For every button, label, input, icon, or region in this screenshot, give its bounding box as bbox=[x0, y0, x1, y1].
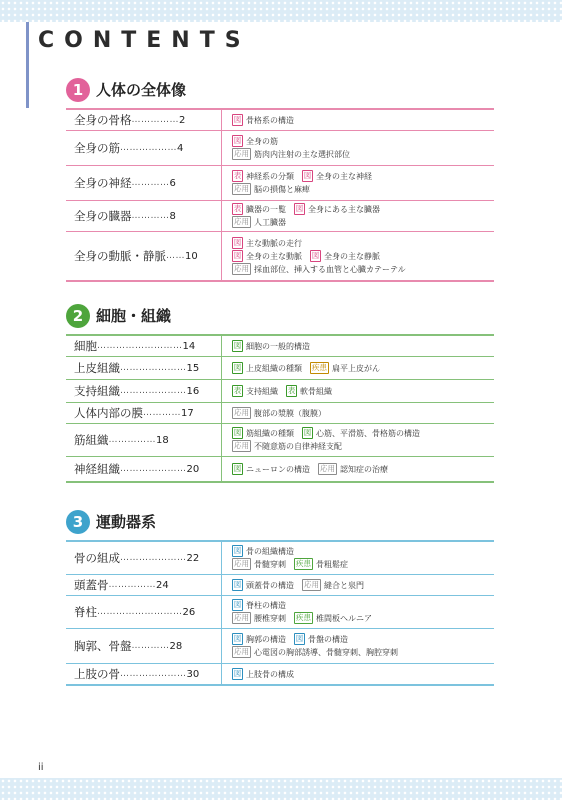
entry-topics bbox=[222, 596, 494, 628]
entry-page-number: 26 bbox=[182, 606, 196, 618]
entry-title: 全身の神経 bbox=[74, 176, 132, 190]
topic-line bbox=[232, 579, 494, 592]
section-title: 細胞・組織 bbox=[96, 307, 172, 325]
topic-text: 不随意筋の自律神経支配 bbox=[254, 442, 342, 451]
entry-title: 全身の骨格 bbox=[74, 113, 132, 127]
tag-zu: 図 bbox=[233, 114, 242, 124]
toc-entry bbox=[66, 166, 222, 200]
toc-row[interactable] bbox=[66, 575, 494, 596]
tag-zu: 図 bbox=[233, 546, 242, 555]
leader-dots: …………… bbox=[108, 580, 156, 590]
leader-dots: ……………………… bbox=[97, 341, 183, 351]
leader-dots: ………… bbox=[131, 178, 170, 188]
entry-page-number: 6 bbox=[169, 177, 176, 189]
topic-line bbox=[232, 237, 494, 250]
topic-line bbox=[232, 646, 494, 659]
topic-text: 全身の主な動脈 bbox=[246, 251, 302, 261]
tag-zu: 図 bbox=[233, 600, 242, 609]
topic-line bbox=[232, 407, 494, 420]
toc-entry bbox=[66, 457, 222, 481]
entry-topics bbox=[222, 664, 494, 684]
entry-page-number: 8 bbox=[169, 210, 176, 222]
entry-page-number: 22 bbox=[186, 552, 200, 564]
topic-line bbox=[232, 362, 494, 375]
tag-zu: 図 bbox=[303, 171, 312, 180]
tag-oyo: 応用 bbox=[234, 559, 249, 568]
title-accent-bar bbox=[26, 22, 29, 108]
leader-dots: …………… bbox=[131, 115, 179, 125]
toc-row[interactable] bbox=[66, 457, 494, 483]
tag-zu: 図 bbox=[303, 428, 312, 437]
section-rows bbox=[66, 108, 494, 282]
topic-text: 認知症の治療 bbox=[340, 464, 388, 474]
section-number-badge: 2 bbox=[66, 304, 90, 328]
topic-text: 胸郭の構造 bbox=[246, 635, 286, 644]
tag-zu: 図 bbox=[233, 668, 242, 678]
tag-zu: 図 bbox=[295, 204, 304, 213]
topic-text: 縫合と泉門 bbox=[324, 580, 364, 590]
topic-text: 腰椎穿刺 bbox=[254, 614, 286, 623]
toc-row[interactable] bbox=[66, 629, 494, 664]
entry-topics bbox=[222, 542, 494, 574]
tag-zu: 図 bbox=[311, 250, 320, 260]
section-number-badge: 1 bbox=[66, 78, 90, 102]
tag-hyo: 表 bbox=[287, 385, 296, 395]
entry-topics bbox=[222, 403, 494, 423]
topic-text: 採血部位、挿入する血管と心臓カテーテル bbox=[254, 264, 406, 274]
tag-zu: 図 bbox=[233, 428, 242, 437]
leader-dots: ………… bbox=[143, 408, 181, 418]
toc-entry bbox=[66, 131, 222, 165]
entry-page-number: 4 bbox=[177, 142, 184, 154]
topic-text: 骨格系の構造 bbox=[246, 115, 294, 125]
entry-page-number: 18 bbox=[156, 434, 169, 446]
topic-text: 椎間板ヘルニア bbox=[316, 614, 372, 623]
topic-text: 脊柱の構造 bbox=[246, 601, 286, 610]
topic-text: 頭蓋骨の構造 bbox=[246, 580, 294, 590]
entry-topics bbox=[222, 380, 494, 402]
toc-row[interactable] bbox=[66, 110, 494, 131]
tag-zu: 図 bbox=[233, 237, 242, 247]
section-3 bbox=[66, 508, 494, 686]
topic-line bbox=[232, 216, 494, 229]
toc-entry bbox=[66, 232, 222, 280]
toc-row[interactable] bbox=[66, 232, 494, 282]
section-rows bbox=[66, 540, 494, 686]
topic-text: 全身の主な神経 bbox=[316, 172, 372, 181]
topic-line bbox=[232, 427, 494, 440]
toc-entry bbox=[66, 201, 222, 231]
topic-text: 細胞の一般的構造 bbox=[246, 341, 310, 351]
toc-entry bbox=[66, 629, 222, 663]
toc-entry bbox=[66, 110, 222, 130]
topic-line bbox=[232, 148, 494, 161]
entry-topics bbox=[222, 575, 494, 595]
entry-page-number: 16 bbox=[186, 385, 200, 397]
leader-dots: ………………… bbox=[120, 386, 187, 396]
topic-text: 脳の損傷と麻痺 bbox=[254, 185, 310, 194]
entry-title: 人体内部の膜 bbox=[74, 406, 143, 420]
topic-text: 上皮組織の種類 bbox=[246, 363, 302, 373]
entry-title: 頭蓋骨 bbox=[74, 578, 109, 592]
entry-page-number: 17 bbox=[181, 407, 194, 419]
tag-hyo: 表 bbox=[233, 171, 242, 180]
tag-zu: 図 bbox=[295, 634, 304, 643]
topic-line bbox=[232, 250, 494, 263]
topic-line bbox=[232, 114, 494, 127]
entry-title: 全身の動脈・静脈 bbox=[74, 249, 166, 263]
tag-shikkan: 疾患 bbox=[312, 362, 327, 372]
page-number: ii bbox=[38, 762, 44, 773]
topic-text: 骨髄穿刺 bbox=[254, 560, 286, 569]
topic-line bbox=[232, 558, 494, 571]
entry-topics bbox=[222, 110, 494, 130]
entry-page-number: 24 bbox=[156, 579, 169, 591]
leader-dots: …………… bbox=[108, 435, 156, 445]
topic-text: 筋組織の種類 bbox=[246, 429, 294, 438]
topic-line bbox=[232, 463, 494, 476]
tag-oyo: 応用 bbox=[234, 613, 249, 622]
toc-entry bbox=[66, 542, 222, 574]
section-header bbox=[66, 508, 494, 540]
toc-row[interactable] bbox=[66, 542, 494, 575]
tag-oyo: 応用 bbox=[234, 441, 249, 450]
leader-dots: …… bbox=[166, 251, 185, 261]
section-rows bbox=[66, 334, 494, 483]
entry-topics bbox=[222, 232, 494, 280]
entry-title: 支持組織 bbox=[74, 384, 120, 398]
entry-topics bbox=[222, 424, 494, 456]
entry-page-number: 14 bbox=[182, 340, 196, 352]
leader-dots: ………………… bbox=[120, 464, 187, 474]
toc-row[interactable] bbox=[66, 131, 494, 166]
toc-entry bbox=[66, 357, 222, 379]
tag-zu: 図 bbox=[233, 463, 242, 473]
toc-entry bbox=[66, 596, 222, 628]
topic-line bbox=[232, 135, 494, 148]
section-number-badge: 3 bbox=[66, 510, 90, 534]
topic-line bbox=[232, 545, 494, 558]
topic-text: 全身の筋 bbox=[246, 137, 278, 146]
section-title: 人体の全体像 bbox=[96, 81, 187, 99]
entry-topics bbox=[222, 457, 494, 481]
toc-entry bbox=[66, 403, 222, 423]
leader-dots: ……………………… bbox=[97, 607, 183, 617]
tag-oyo: 応用 bbox=[320, 463, 335, 473]
entry-topics bbox=[222, 357, 494, 379]
tag-oyo: 応用 bbox=[234, 217, 249, 226]
top-decorative-band bbox=[0, 0, 562, 22]
leader-dots: ………………… bbox=[120, 669, 187, 679]
tag-zu: 図 bbox=[233, 634, 242, 643]
toc-entry bbox=[66, 664, 222, 684]
entry-page-number: 2 bbox=[179, 114, 186, 126]
tag-zu: 図 bbox=[233, 579, 242, 589]
entry-page-number: 20 bbox=[186, 463, 200, 475]
section-header bbox=[66, 302, 494, 334]
tag-zu: 図 bbox=[233, 250, 242, 260]
toc-row[interactable] bbox=[66, 596, 494, 629]
topic-text: 神経系の分類 bbox=[246, 172, 294, 181]
section-header bbox=[66, 76, 494, 108]
entry-title: 骨の組成 bbox=[74, 551, 120, 565]
toc-row[interactable] bbox=[66, 380, 494, 403]
entry-topics bbox=[222, 166, 494, 200]
topic-text: 扁平上皮がん bbox=[332, 363, 380, 373]
tag-zu: 図 bbox=[233, 340, 242, 350]
topic-text: 骨の組織構造 bbox=[246, 547, 294, 556]
entry-title: 細胞 bbox=[74, 339, 97, 353]
section-2 bbox=[66, 302, 494, 483]
entry-title: 全身の筋 bbox=[74, 141, 120, 155]
tag-shikkan: 疾患 bbox=[296, 613, 311, 622]
entry-title: 胸郭、骨盤 bbox=[74, 639, 132, 653]
entry-page-number: 28 bbox=[169, 640, 183, 652]
topic-line bbox=[232, 599, 494, 612]
leader-dots: ……………… bbox=[120, 143, 177, 153]
entry-title: 神経組織 bbox=[74, 462, 120, 476]
topic-line bbox=[232, 668, 494, 681]
tag-oyo: 応用 bbox=[234, 149, 249, 158]
topic-line bbox=[232, 633, 494, 646]
tag-zu: 図 bbox=[233, 136, 242, 145]
tag-hyo: 表 bbox=[233, 385, 242, 395]
entry-page-number: 10 bbox=[185, 250, 198, 262]
topic-text: 主な動脈の走行 bbox=[246, 238, 302, 248]
topic-text: 腹部の漿膜（腹膜） bbox=[254, 408, 326, 418]
topic-line bbox=[232, 203, 494, 216]
tag-oyo: 応用 bbox=[304, 579, 319, 589]
toc-row[interactable] bbox=[66, 357, 494, 380]
tag-hyo: 表 bbox=[233, 204, 242, 213]
tag-zu: 図 bbox=[233, 362, 242, 372]
leader-dots: ………… bbox=[131, 211, 170, 221]
tag-shikkan: 疾患 bbox=[296, 559, 311, 568]
toc-entry bbox=[66, 380, 222, 402]
topic-line bbox=[232, 170, 494, 183]
topic-text: 全身の主な静脈 bbox=[324, 251, 380, 261]
section-title: 運動器系 bbox=[96, 513, 157, 531]
toc-entry bbox=[66, 575, 222, 595]
topic-text: 支持組織 bbox=[246, 386, 278, 396]
entry-page-number: 15 bbox=[186, 362, 200, 374]
topic-line bbox=[232, 440, 494, 453]
entry-topics bbox=[222, 201, 494, 231]
leader-dots: ………… bbox=[131, 641, 170, 651]
topic-text: ニューロンの構造 bbox=[246, 464, 310, 474]
toc-row[interactable] bbox=[66, 424, 494, 457]
entry-topics bbox=[222, 131, 494, 165]
toc-entry bbox=[66, 424, 222, 456]
topic-text: 骨粗鬆症 bbox=[316, 560, 348, 569]
topic-text: 筋肉内注射の主な選択部位 bbox=[254, 150, 350, 159]
topic-text: 心電図の胸部誘導、骨髄穿刺、胸腔穿刺 bbox=[254, 648, 398, 657]
entry-title: 筋組織 bbox=[74, 433, 109, 447]
leader-dots: ………………… bbox=[120, 363, 187, 373]
entry-title: 上皮組織 bbox=[74, 361, 120, 375]
topic-text: 上肢骨の構成 bbox=[246, 669, 294, 679]
topic-line bbox=[232, 612, 494, 625]
entry-title: 上肢の骨 bbox=[74, 667, 120, 681]
topic-text: 臓器の一覧 bbox=[246, 205, 286, 214]
tag-oyo: 応用 bbox=[234, 407, 249, 417]
entry-topics bbox=[222, 629, 494, 663]
leader-dots: ………………… bbox=[120, 553, 187, 563]
bottom-decorative-band bbox=[0, 778, 562, 800]
entry-title: 全身の臓器 bbox=[74, 209, 132, 223]
entry-title: 脊柱 bbox=[74, 605, 97, 619]
topic-line bbox=[232, 183, 494, 196]
page-title: CONTENTS bbox=[38, 28, 251, 53]
toc-row[interactable] bbox=[66, 403, 494, 424]
entry-page-number: 30 bbox=[186, 668, 200, 680]
topic-text: 軟骨組織 bbox=[300, 386, 332, 396]
toc-row[interactable] bbox=[66, 664, 494, 686]
topic-text: 全身にある主な臓器 bbox=[308, 205, 380, 214]
topic-line bbox=[232, 385, 494, 398]
tag-oyo: 応用 bbox=[234, 647, 249, 656]
entry-topics bbox=[222, 336, 494, 356]
topic-text: 心筋、平滑筋、骨格筋の構造 bbox=[316, 429, 420, 438]
topic-text: 骨盤の構造 bbox=[308, 635, 348, 644]
tag-oyo: 応用 bbox=[234, 263, 249, 273]
toc-row[interactable] bbox=[66, 166, 494, 201]
toc-row[interactable] bbox=[66, 201, 494, 232]
section-1 bbox=[66, 76, 494, 282]
topic-text: 人工臓器 bbox=[254, 218, 286, 227]
topic-line bbox=[232, 340, 494, 353]
topic-line bbox=[232, 263, 494, 276]
toc-entry bbox=[66, 336, 222, 356]
tag-oyo: 応用 bbox=[234, 184, 249, 193]
toc-row[interactable] bbox=[66, 336, 494, 357]
